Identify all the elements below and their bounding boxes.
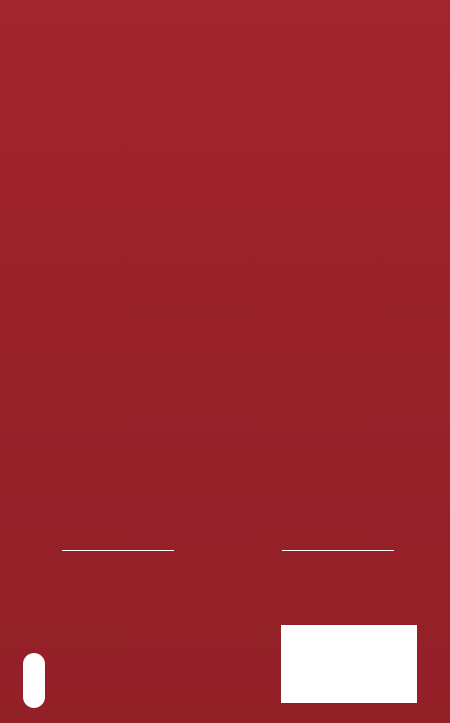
barcode-box <box>281 625 417 703</box>
barcode-icon <box>293 649 405 693</box>
divider-line-left <box>62 550 174 551</box>
divider-line-right <box>282 550 394 551</box>
print-code <box>424 636 434 706</box>
jai-lu-logo-icon <box>22 652 46 712</box>
badge-divider <box>62 550 394 551</box>
